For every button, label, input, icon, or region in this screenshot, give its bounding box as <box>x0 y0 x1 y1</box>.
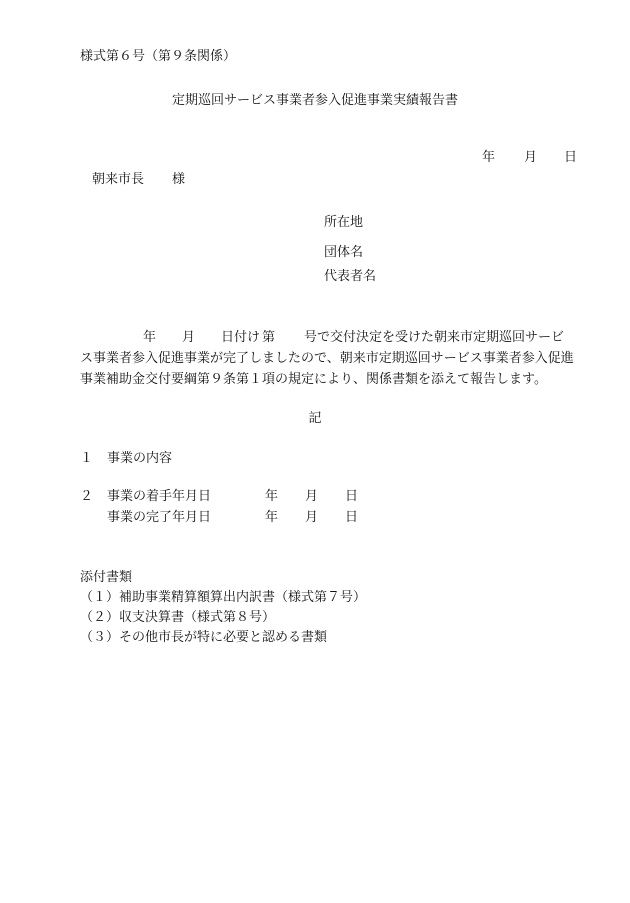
body-line3: 事業補助金交付要綱第９条第１項の規定により、関係書類を添えて報告します。 <box>80 372 547 387</box>
end-date-day: 日 <box>345 510 359 525</box>
end-date-month: 月 <box>305 510 319 525</box>
body-line1-rest: 号で交付決定を受けた朝来市定期巡回サービ <box>304 330 565 345</box>
start-date-day: 日 <box>345 489 359 504</box>
date-month: 月 <box>524 150 538 165</box>
attachments-heading: 添付書類 <box>80 570 133 585</box>
attachment-item: （２）収支決算書（様式第８号） <box>80 610 276 625</box>
body-line2: ス事業者参入促進事業が完了しましたので、朝来市定期巡回サービス事業者参入促進 <box>80 351 574 366</box>
item-1-label: 事業の内容 <box>107 451 173 466</box>
end-date-year: 年 <box>265 510 279 525</box>
representative-label: 代表者名 <box>324 269 377 284</box>
addressee-honorific: 様 <box>172 172 186 187</box>
start-date-year: 年 <box>265 489 279 504</box>
start-date-label: 事業の着手年月日 <box>107 489 212 504</box>
body-month: 月 <box>182 330 196 345</box>
address-label: 所在地 <box>324 215 364 230</box>
start-date-month: 月 <box>305 489 319 504</box>
date-year: 年 <box>482 150 496 165</box>
addressee-name: 朝来市長 <box>92 172 145 187</box>
date-day: 日 <box>564 150 578 165</box>
item-2-number: ２ <box>80 489 94 504</box>
body-number-prefix: 第 <box>262 330 276 345</box>
body-dated: 日付け <box>221 330 261 345</box>
ki-heading: 記 <box>308 411 322 426</box>
form-number: 様式第６号（第９条関係） <box>80 49 237 64</box>
end-date-label: 事業の完了年月日 <box>107 510 212 525</box>
body-year: 年 <box>143 330 157 345</box>
group-name-label: 団体名 <box>324 245 364 260</box>
item-1-number: １ <box>80 451 94 466</box>
attachment-item: （１）補助事業精算額算出内訳書（様式第７号） <box>80 590 367 605</box>
attachment-item: （３）その他市長が特に必要と認める書類 <box>80 630 328 645</box>
document-title: 定期巡回サービス事業者参入促進事業実績報告書 <box>171 93 458 108</box>
